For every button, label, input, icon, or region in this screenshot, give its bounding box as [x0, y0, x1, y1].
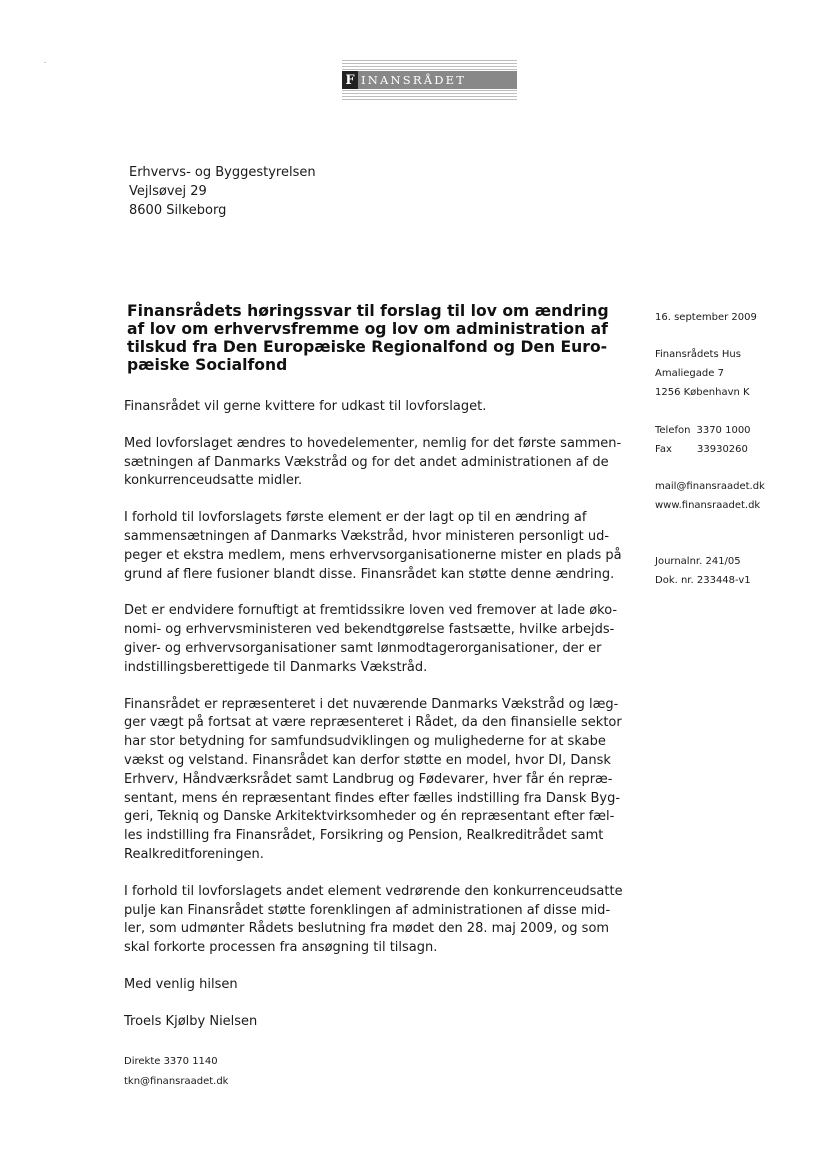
body-line: Finansrådet er repræsenteret i det nuværende Danmarks Vækstråd og læg-	[124, 696, 619, 712]
paragraph-future-proof	[124, 602, 624, 677]
closing-greeting	[124, 976, 624, 995]
body-line: sammensætningen af Danmarks Vækstråd, hvor ministeren personligt ud-	[124, 528, 610, 544]
paragraph-overview	[124, 435, 624, 491]
phone-label: Telefon	[655, 425, 691, 436]
body-line: indstillingsberettigede til Danmarks Vækstråd.	[124, 659, 428, 675]
body-line: peger et ekstra medlem, mens erhvervsorganisationerne mister en plads på	[124, 547, 622, 563]
fax-label: Fax	[655, 444, 672, 455]
body-line: les indstilling fra Finansrådet, Forsikring og Pension, Realkreditrådet samt	[124, 828, 604, 844]
title-line: pæiske Socialfond	[127, 356, 288, 374]
body-line: Med venlig hilsen	[124, 976, 238, 992]
scan-speck	[44, 62, 46, 63]
body-line: nomi- og erhvervsministeren ved bekendtgørelse fastsætte, hvilke arbejds-	[124, 622, 615, 638]
letter-body	[124, 398, 624, 1032]
body-line: Erhverv, Håndværksrådet samt Landbrug og Fødevarer, hver får én repræ-	[124, 771, 613, 787]
signature-contact	[124, 1052, 228, 1092]
body-line: Det er endvidere fornuftigt at fremtidssikre loven ved fremover at lade øko-	[124, 603, 618, 619]
body-line: sentant, mens én repræsentant findes efter fælles indstilling fra Dansk Byg-	[124, 790, 621, 806]
recipient-line: Vejlsøvej 29	[129, 184, 207, 199]
logo-initial: F	[342, 71, 358, 89]
fax-number: 33930260	[697, 444, 748, 455]
body-line: grund af flere fusioner blandt disse. Finansrådet kan støtte denne ændring.	[124, 566, 615, 582]
journal-number: Journalnr. 241/05	[655, 556, 741, 567]
finansraadet-logo	[342, 60, 517, 100]
body-line: geri, Tekniq og Danske Arkitektvirksomheder og én repræsentant efter fæl-	[124, 809, 615, 825]
phone-number: 3370 1000	[696, 425, 751, 436]
paragraph-intro	[124, 398, 624, 417]
recipient-line: Erhvervs- og Byggestyrelsen	[129, 165, 316, 180]
body-line: I forhold til lovforslagets første element er der lagt op til en ændring af	[124, 510, 587, 526]
letter-title	[127, 302, 617, 374]
body-line: Med lovforslaget ændres to hovedelementer, nemlig for det første sammen-	[124, 435, 622, 451]
sender-address-line: 1256 København K	[655, 387, 750, 398]
body-line: vækst og velstand. Finansrådet kan derfor støtte en model, hvor DI, Dansk	[124, 752, 611, 768]
phone-row	[655, 421, 751, 440]
title-line: tilskud fra Den Europæiske Regionalfond og Den Euro-	[127, 338, 608, 356]
paragraph-first-element	[124, 509, 624, 584]
body-line: giver- og erhvervsorganisationer samt lønmodtagerorganisationer, der er	[124, 640, 602, 656]
logo-text: INANSRÅDET	[361, 73, 467, 87]
sender-address-line: Finansrådets Hus	[655, 349, 741, 360]
recipient-line: 8600 Silkeborg	[129, 203, 227, 218]
body-line: konkurrenceudsatte midler.	[124, 473, 303, 489]
body-line: I forhold til lovforslagets andet element vedrørende den konkurrenceudsatte	[124, 883, 623, 899]
body-line: pulje kan Finansrådet støtte forenklingen af administrationen af disse mid-	[124, 902, 611, 918]
signatory-email-link[interactable]: tkn@finansraadet.dk	[124, 1076, 229, 1087]
body-line: Troels Kjølby Nielsen	[124, 1013, 258, 1029]
body-line: ger vægt på fortsat at være repræsenteret i Rådet, da den finansielle sektor	[124, 715, 622, 731]
body-line: har stor betydning for samfundsudviklingen og mulighederne for at skabe	[124, 734, 606, 750]
body-line: skal forkorte processen fra ansøgning til tilsagn.	[124, 940, 438, 956]
title-line: Finansrådets høringssvar til forslag til lov om ændring	[127, 302, 609, 320]
paragraph-second-element	[124, 883, 624, 958]
logo-band	[342, 71, 517, 89]
sender-web-link[interactable]: www.finansraadet.dk	[655, 500, 761, 511]
letter-date: 16. september 2009	[655, 312, 757, 323]
body-line: ler, som udmønter Rådets beslutning fra mødet den 28. maj 2009, og som	[124, 921, 610, 937]
signature-name	[124, 1013, 624, 1032]
document-number: Dok. nr. 233448-v1	[655, 575, 751, 586]
fax-row	[655, 440, 748, 459]
sender-address-line: Amaliegade 7	[655, 368, 724, 379]
body-line: Realkreditforeningen.	[124, 846, 264, 862]
sender-email-link[interactable]: mail@finansraadet.dk	[655, 481, 765, 492]
body-line: sætningen af Danmarks Vækstråd og for det andet administrationen af de	[124, 454, 609, 470]
recipient-address	[129, 163, 316, 220]
body-line: Finansrådet vil gerne kvittere for udkast til lovforslaget.	[124, 399, 487, 414]
paragraph-representation	[124, 696, 624, 865]
direct-phone: Direkte 3370 1140	[124, 1056, 218, 1067]
title-line: af lov om erhvervsfremme og lov om administration af	[127, 320, 608, 338]
